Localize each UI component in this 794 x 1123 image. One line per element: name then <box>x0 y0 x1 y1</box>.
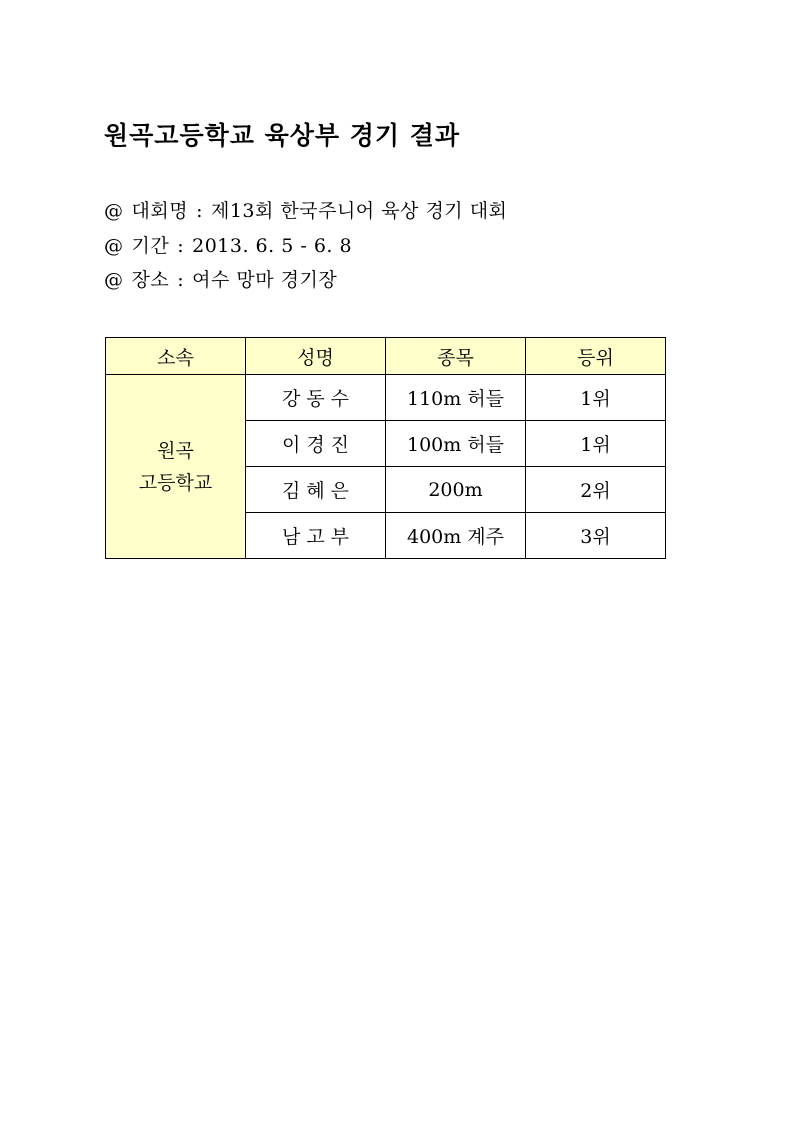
info-label: 기간 <box>131 235 170 257</box>
athlete-name: 김혜은 <box>246 467 386 513</box>
header-affiliation: 소속 <box>106 338 246 375</box>
athlete-name: 남고부 <box>246 513 386 559</box>
info-separator: : <box>196 200 203 222</box>
school-line: 원곡 <box>157 439 194 462</box>
header-event: 종목 <box>386 338 526 375</box>
info-marker: @ <box>104 200 124 222</box>
info-value: 제13회 한국주니어 육상 경기 대회 <box>210 200 508 222</box>
athlete-name: 이경진 <box>246 421 386 467</box>
rank-cell: 1위 <box>526 421 666 467</box>
header-name: 성명 <box>246 338 386 375</box>
document-title: 원곡고등학교 육상부 경기 결과 <box>104 121 461 150</box>
results-table <box>105 337 666 559</box>
info-line-period <box>104 231 352 258</box>
athlete-name: 강동수 <box>246 375 386 421</box>
table-row <box>106 375 666 421</box>
info-label: 대회명 <box>131 200 189 222</box>
header-rank: 등위 <box>526 338 666 375</box>
rank-cell: 3위 <box>526 513 666 559</box>
info-separator: : <box>177 269 185 291</box>
event-cell: 400m 계주 <box>386 513 526 559</box>
school-cell <box>106 375 246 559</box>
table-header-row <box>106 338 666 375</box>
rank-cell: 2위 <box>526 467 666 513</box>
info-value: 여수 망마 경기장 <box>192 269 338 291</box>
event-cell: 110m 허들 <box>386 375 526 421</box>
info-line-competition <box>104 196 507 223</box>
rank-cell: 1위 <box>526 375 666 421</box>
info-value: 2013. 6. 5 - 6. 8 <box>192 235 353 257</box>
info-line-venue <box>104 265 337 292</box>
event-cell: 100m 허들 <box>386 421 526 467</box>
info-separator: : <box>177 235 185 257</box>
school-line: 고등학교 <box>138 471 213 494</box>
info-marker: @ <box>104 235 124 257</box>
event-cell: 200m <box>386 467 526 513</box>
info-marker: @ <box>104 269 124 291</box>
info-label: 장소 <box>131 269 170 291</box>
